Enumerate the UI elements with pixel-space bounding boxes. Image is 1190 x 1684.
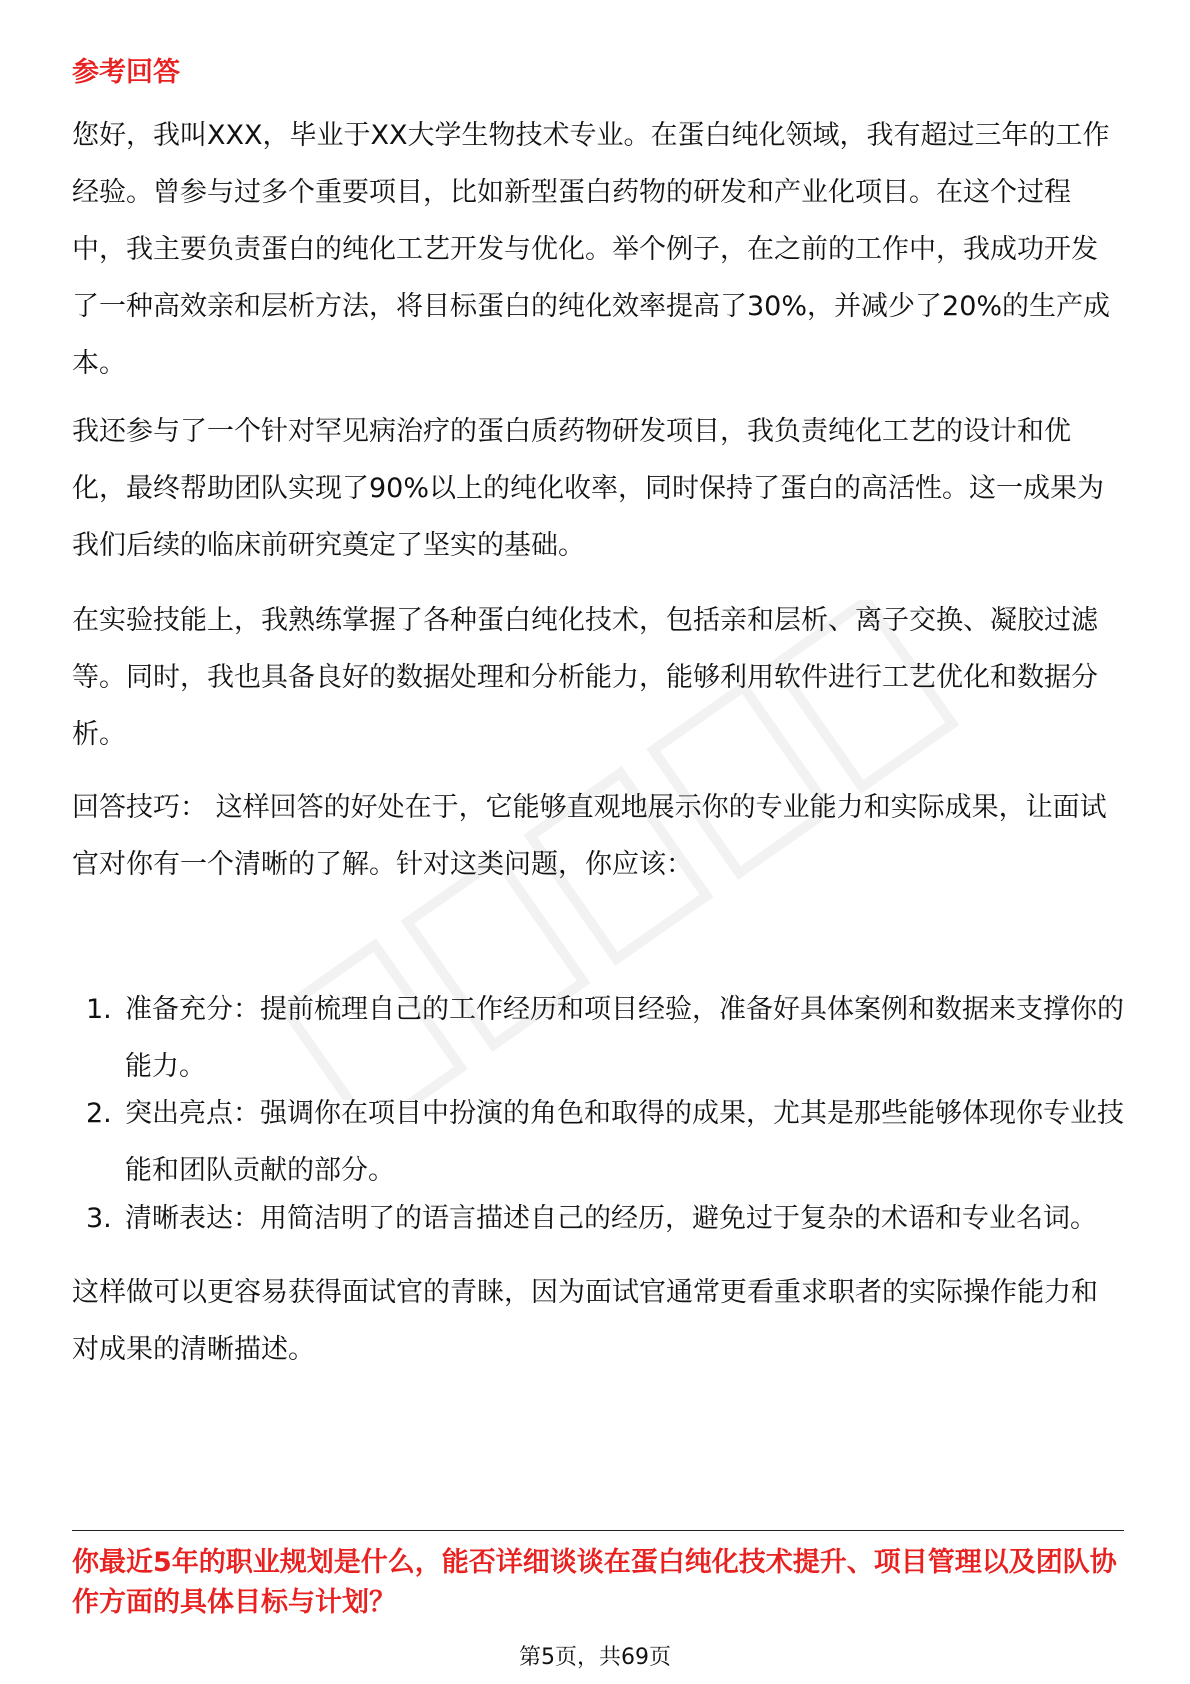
section-heading: 参考回答 (72, 57, 180, 88)
answer-paragraph-2: 我还参与了一个针对罕见病治疗的蛋白质药物研发项目，我负责纯化工艺的设计和优化，最终帮助团队实现了90%以上的纯化收率，同时保持了蛋白的高活性。这一成果为我们后续的临床前研究奠定了坚实的基础。 (72, 416, 1105, 561)
divider (72, 1530, 1124, 1531)
list-item (72, 1085, 1124, 1190)
next-question-heading: 你最近5年的职业规划是什么，能否详细谈谈在蛋白纯化技术提升、项目管理以及团队协作方面的具体目标与计划？ (72, 1547, 1117, 1618)
list-number: 1. (86, 994, 112, 1025)
tips-intro: 回答技巧： 这样回答的好处在于，它能够直观地展示你的专业能力和实际成果，让面试官对你有一个清晰的了解。针对这类问题，你应该： (72, 792, 1107, 880)
list-text: 清晰表达：用简洁明了的语言描述自己的经历，避免过于复杂的术语和专业名词。 (125, 1203, 1097, 1234)
page-number: 第5页，共69页 (519, 1645, 671, 1670)
list-text: 准备充分：提前梳理自己的工作经历和项目经验，准备好具体案例和数据来支撑你的能力。 (125, 994, 1124, 1082)
document-page (72, 0, 1124, 1684)
tips-list (72, 981, 1124, 1247)
list-item (72, 981, 1124, 1085)
answer-paragraph-1: 您好，我叫XXX，毕业于XX大学生物技术专业。在蛋白纯化领域，我有超过三年的工作经验。曾参与过多个重要项目，比如新型蛋白药物的研发和产业化项目。在这个过程中，我主要负责蛋白的纯化工艺开发与优化。举个例子，在之前的工作中，我成功开发了一种高效亲和层析方法，将目标蛋白的纯化效率提高了30%，并减少了20%的生产成本。 (72, 120, 1111, 379)
list-item (72, 1190, 1124, 1247)
closing-paragraph: 这样做可以更容易获得面试官的青睐，因为面试官通常更看重求职者的实际操作能力和对成果的清晰描述。 (72, 1277, 1098, 1365)
list-number: 2. (86, 1098, 112, 1129)
answer-paragraph-3: 在实验技能上，我熟练掌握了各种蛋白纯化技术，包括亲和层析、离子交换、凝胶过滤等。同时，我也具备良好的数据处理和分析能力，能够利用软件进行工艺优化和数据分析。 (72, 605, 1098, 750)
list-text: 突出亮点：强调你在项目中扮演的角色和取得的成果，尤其是那些能够体现你专业技能和团队贡献的部分。 (125, 1098, 1124, 1186)
list-number: 3. (86, 1203, 112, 1234)
